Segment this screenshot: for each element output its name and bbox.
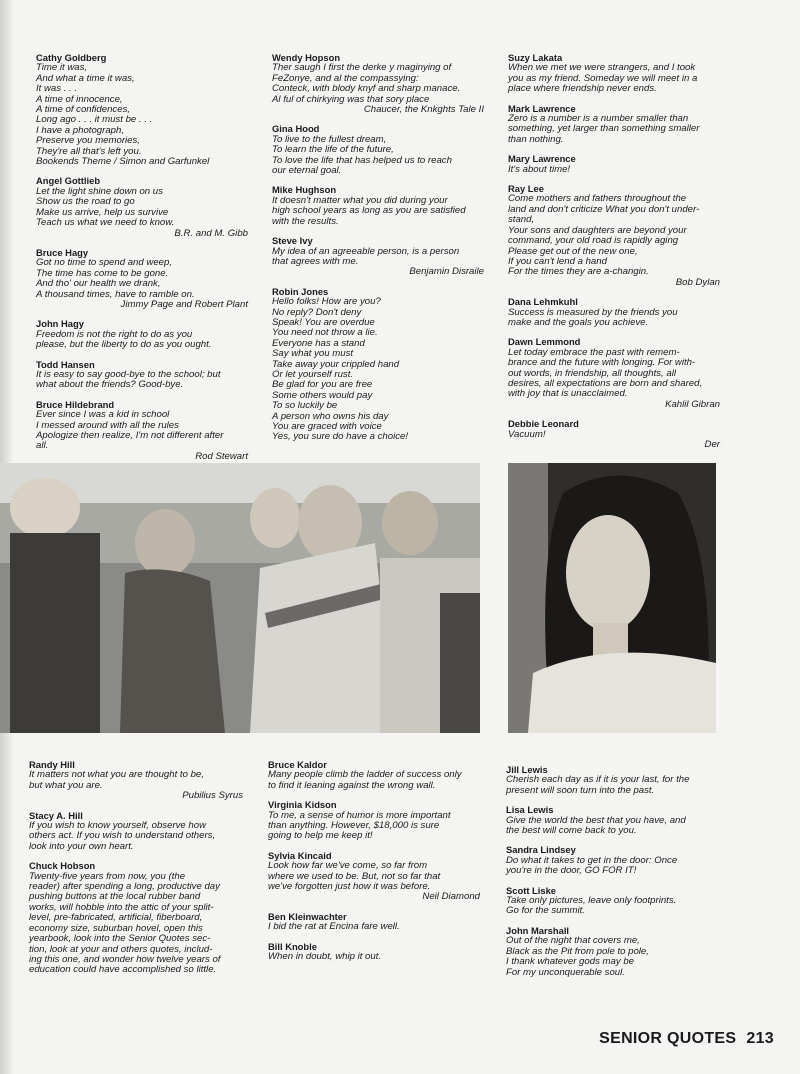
quote-entry [272, 53, 484, 115]
quote-entry [508, 104, 720, 146]
quote-line: You are graced with voice [272, 421, 382, 432]
quote-line: A time of confidences, [36, 104, 131, 116]
student-name: Robin Jones [272, 285, 329, 297]
quote-line: you as my friend. Someday we will meet in a [508, 72, 698, 84]
student-name: Sandra Lindsey [506, 844, 576, 856]
quote-line: with joy that is unacclaimed. [508, 388, 628, 400]
student-name: Lisa Lewis [506, 804, 554, 816]
quote-line: to find it leaning against the wrong wall. [268, 779, 436, 791]
quote-entry [508, 337, 720, 410]
quote-line: Success is measured by the friends you [508, 306, 678, 318]
quote-entry [272, 185, 484, 227]
quotes-column-top-right [508, 53, 720, 459]
quote-line: education could have accomplished so little. [29, 964, 217, 976]
quote-line: To live to the fullest dream, [272, 133, 387, 145]
quote-entry [508, 184, 720, 288]
quote-line: Or let yourself rust. [272, 368, 354, 380]
page-number: 213 [746, 1030, 774, 1047]
quote-attribution: Bob Dylan [675, 276, 720, 288]
student-name: Ray Lee [508, 183, 544, 195]
quote-line: It is easy to say good-bye to the school; but [36, 368, 221, 380]
student-name: Mike Hughson [272, 184, 337, 196]
quote-line: command, your old road is rapidly aging [508, 235, 679, 247]
quote-line: you're in the door, GO FOR IT! [506, 865, 637, 877]
quote-entry [268, 912, 480, 933]
quote-line: Go for the summit. [506, 905, 585, 917]
quote-line: high school years as long as you are satisfied [272, 205, 466, 217]
quote-line: Apologize then realize, I'm not different after [36, 430, 224, 441]
quote-line: It's about time! [508, 163, 571, 175]
quote-line: My idea of an agreeable person, is a person [272, 245, 460, 257]
quote-entry [268, 800, 480, 842]
quote-line: Look how far we've come, so far from [268, 860, 428, 872]
quote-line: Some others would pay [272, 389, 373, 401]
quote-line: tion, look at your and others quotes, includ- [29, 943, 213, 955]
quote-line: Conteck, with blody knyf and sharp manace. [272, 83, 461, 95]
quote-attribution: Pubilius Syrus [182, 790, 243, 802]
quote-line: FeZonye, and al the compassying: [272, 72, 419, 84]
quote-line: the best will come back to you. [506, 825, 637, 837]
quotes-column-bottom-right [506, 765, 716, 987]
quote-line: than nothing. [508, 133, 564, 145]
quote-entry [268, 851, 480, 903]
quote-entry [36, 319, 248, 350]
student-name: Todd Hansen [36, 358, 95, 370]
quote-entry [36, 360, 248, 391]
student-name: Cathy Goldberg [36, 52, 107, 63]
quote-line: To learn the life of the future, [272, 144, 394, 156]
quote-line: Freedom is not the right to do as you [36, 328, 193, 340]
quote-line: level, pre-fabricated, artificial, fiberboard, [29, 912, 203, 924]
student-name: Virginia Kidson [268, 799, 337, 811]
quote-entry [268, 942, 480, 963]
quote-line: present will soon turn into the past. [506, 784, 655, 796]
quote-line: And what a time it was, [36, 72, 135, 84]
quote-entry [506, 886, 716, 917]
quote-line: It was . . . [36, 83, 78, 95]
quote-entry [508, 419, 720, 450]
quote-line: yearbook, look into the Senior Quotes sec- [29, 933, 211, 945]
quote-line: To love the life that has helped us to reach [272, 154, 452, 166]
quote-line: Preserve you memories, [36, 135, 140, 147]
quote-line: something, yet larger than something smaller [508, 123, 700, 135]
quote-line: I bid the rat at Encina fare well. [268, 921, 400, 933]
quote-line: pushing buttons at the local rubber band [29, 891, 201, 903]
quote-entry [506, 845, 716, 876]
student-name: John Hagy [36, 318, 84, 330]
quote-line: It doesn't matter what you did during your [272, 194, 448, 206]
quote-attribution: Benjamin Disraile [409, 266, 484, 278]
quote-line: Give the world the best that you have, and [506, 814, 686, 826]
quote-line: Al ful of chirkying was that sory place [272, 93, 430, 105]
quote-line: Bookends Theme / Simon and Garfunkel [36, 156, 210, 168]
quote-entry [272, 287, 484, 443]
student-name: Bruce Kaldor [268, 759, 327, 770]
quote-line: all. [36, 440, 49, 452]
quote-line: If you can't lend a hand [508, 255, 607, 267]
quote-line: A person who owns his day [272, 410, 389, 422]
student-name: Angel Gottlieb [36, 175, 101, 187]
quote-line: Take away your crippled hand [272, 358, 400, 370]
student-name: Sylvia Kincaid [268, 849, 332, 861]
quote-line: Everyone has a stand [272, 337, 365, 349]
quote-line: Got no time to spend and weep, [36, 257, 172, 269]
quote-line: To so luckily be [272, 400, 338, 412]
student-name: Bruce Hagy [36, 246, 89, 258]
student-name: Mark Lawrence [508, 102, 576, 114]
quote-line: Black as the Pit from pole to pole, [506, 945, 649, 957]
student-name: Randy Hill [29, 759, 75, 770]
quote-line: desires, all expectations are born and shared, [508, 377, 703, 389]
quote-line: I thank whatever gods may be [506, 956, 634, 968]
quote-attribution: Rod Stewart [195, 450, 248, 462]
student-name: Stacy A. Hill [29, 809, 83, 821]
quote-line: Time it was, [36, 62, 88, 74]
quote-line: others act. If you wish to understand others, [29, 830, 216, 842]
quote-line: If you wish to know yourself, observe how [29, 820, 207, 832]
quote-line: our eternal goal. [272, 165, 342, 177]
quote-entry [36, 176, 248, 238]
quote-line: For the times they are a-changin. [508, 266, 649, 278]
student-name: Dana Lehmkuhl [508, 296, 578, 308]
quote-line: Do what it takes to get in the door: Once [506, 854, 678, 866]
student-name: Dawn Lemmond [508, 336, 581, 348]
quote-line: Twenty-five years from now, you (the [29, 870, 186, 882]
student-name: Ben Kleinwachter [268, 910, 347, 922]
quote-line: I messed around with all the rules [36, 419, 179, 431]
quote-attribution: Der [704, 439, 720, 450]
quote-line: Out of the night that covers me, [506, 935, 640, 947]
quote-line: Zero is a number is a number smaller than [508, 113, 689, 125]
quote-line: brance and the future with longing. For with- [508, 357, 696, 369]
quote-entry [29, 760, 243, 802]
student-name: Suzy Lakata [508, 52, 563, 63]
student-name: Wendy Hopson [272, 52, 341, 63]
quote-line: works, will hobble into the attic of your split- [29, 901, 214, 913]
quote-line: Vacuum! [508, 428, 546, 440]
quote-line: To me, a sense of humor is more important [268, 809, 451, 821]
quote-line: we've forgotten just how it was before. [268, 881, 431, 893]
quote-entry [508, 53, 720, 95]
quote-line: Ther saugh I first the derke y maginying of [272, 62, 452, 74]
quote-line: No reply? Don't deny [272, 306, 362, 318]
quote-entry [506, 765, 716, 796]
student-name: Jill Lewis [506, 764, 548, 775]
quote-line: For my unconquerable soul. [506, 966, 625, 978]
student-name: Chuck Hobson [29, 860, 96, 872]
quote-entry [272, 124, 484, 176]
quote-attribution: Kahlil Gibran [665, 398, 720, 410]
quote-line: Yes, you sure do have a choice! [272, 431, 408, 443]
quote-line: than anything. However, $18,000 is sure [268, 820, 440, 832]
quote-line: The time has come to be gone. [36, 267, 169, 279]
portrait-photo [508, 463, 716, 733]
quotes-column-top-left [36, 53, 248, 471]
quote-line: They're all that's left you. [36, 145, 142, 157]
quote-line: Make us arrive, help us survive [36, 206, 169, 218]
quote-line: land and don't criticize What you don't under- [508, 203, 700, 215]
quote-line: When in doubt, whip it out. [268, 951, 382, 963]
quote-line: A time of innocence, [36, 93, 123, 105]
group-photo-image [0, 463, 480, 733]
quotes-column-top-middle [272, 53, 484, 452]
quote-entry [506, 926, 716, 978]
quote-line: what about the friends? Good-bye. [36, 379, 184, 391]
quote-line: out words, in friendship, all thoughts, all [508, 367, 676, 379]
quote-line: Long ago . . . it must be . . . [36, 114, 153, 126]
portrait-photo-image [508, 463, 716, 733]
quote-line: place where friendship never ends. [508, 83, 657, 95]
student-name: Bruce Hildebrand [36, 398, 115, 410]
student-name: Mary Lawrence [508, 153, 576, 165]
student-name: Steve Ivy [272, 235, 313, 247]
quote-line: Let the light shine down on us [36, 185, 163, 197]
quote-entry [506, 805, 716, 836]
quote-entry [29, 861, 243, 975]
quotes-column-bottom-middle [268, 760, 480, 972]
student-name: John Marshall [506, 924, 570, 936]
quote-entry [272, 236, 484, 278]
quote-line: Teach us what we need to know. [36, 217, 175, 229]
quote-line: Say what you must [272, 348, 354, 360]
quote-line: A thousand times, have to ramble on. [36, 288, 195, 300]
quotes-column-bottom-left [29, 760, 243, 985]
quote-attribution: Neil Diamond [422, 891, 480, 903]
quote-line: Come mothers and fathers throughout the [508, 193, 687, 205]
quote-line: It matters not what you are thought to be, [29, 769, 204, 781]
quote-entry [36, 400, 248, 462]
student-name: Bill Knoble [268, 940, 317, 952]
quote-line: make and the goals you achieve. [508, 316, 649, 328]
quote-line: You need not throw a lie. [272, 327, 378, 339]
quote-line: please, but the liberty to do as you ought. [36, 339, 212, 351]
quote-line: Be glad for you are free [272, 379, 373, 391]
quote-entry [36, 53, 248, 167]
quote-line: economy size, suburban hovel, open this [29, 922, 203, 934]
quote-line: going to help me keep it! [268, 830, 373, 842]
quote-line: Your sons and daughters are beyond your [508, 224, 687, 236]
quote-line: Ever since I was a kid in school [36, 409, 170, 421]
quote-attribution: Jimmy Page and Robert Plant [120, 298, 248, 310]
quote-entry [268, 760, 480, 791]
quote-line: Many people climb the ladder of success only [268, 769, 462, 781]
quote-line: but what you are. [29, 779, 103, 791]
quote-line: look into your own heart. [29, 840, 134, 852]
quote-line: Please get out of the new one, [508, 245, 638, 257]
quote-attribution: B.R. and M. Gibb [174, 227, 248, 239]
student-name: Debbie Leonard [508, 418, 579, 430]
quote-line: that agrees with me. [272, 255, 359, 267]
quote-line: And tho' our health we drank, [36, 278, 161, 290]
quote-line: Show us the road to go [36, 196, 135, 208]
quote-line: I have a photograph, [36, 124, 125, 136]
quote-entry [29, 811, 243, 853]
quote-line: Speak! You are overdue [272, 316, 375, 328]
quote-line: Let today embrace the past with remem- [508, 346, 680, 358]
quote-line: When we met we were strangers, and I took [508, 62, 696, 74]
quote-attribution: Chaucer, the Knkghts Tale II [363, 104, 484, 116]
quote-line: where we used to be. But, not so far that [268, 870, 441, 882]
quote-line: Hello folks! How are you? [272, 296, 381, 308]
quote-line: reader) after spending a long, productive day [29, 881, 220, 893]
section-title: SENIOR QUOTES [599, 1030, 737, 1047]
quote-line: stand, [508, 214, 535, 226]
quote-entry [508, 297, 720, 328]
quote-line: Cherish each day as if it is your last, for the [506, 774, 690, 786]
quote-line: ing this one, and wonder how twelve years of [29, 953, 221, 965]
student-name: Scott Liske [506, 884, 557, 896]
quote-line: with the results. [272, 215, 339, 227]
student-name: Gina Hood [272, 123, 320, 135]
quote-entry [508, 154, 720, 175]
quote-line: Take only pictures, leave only footprints. [506, 895, 677, 907]
quote-entry [36, 248, 248, 310]
group-photo [0, 463, 480, 733]
page-footer [589, 1030, 774, 1048]
